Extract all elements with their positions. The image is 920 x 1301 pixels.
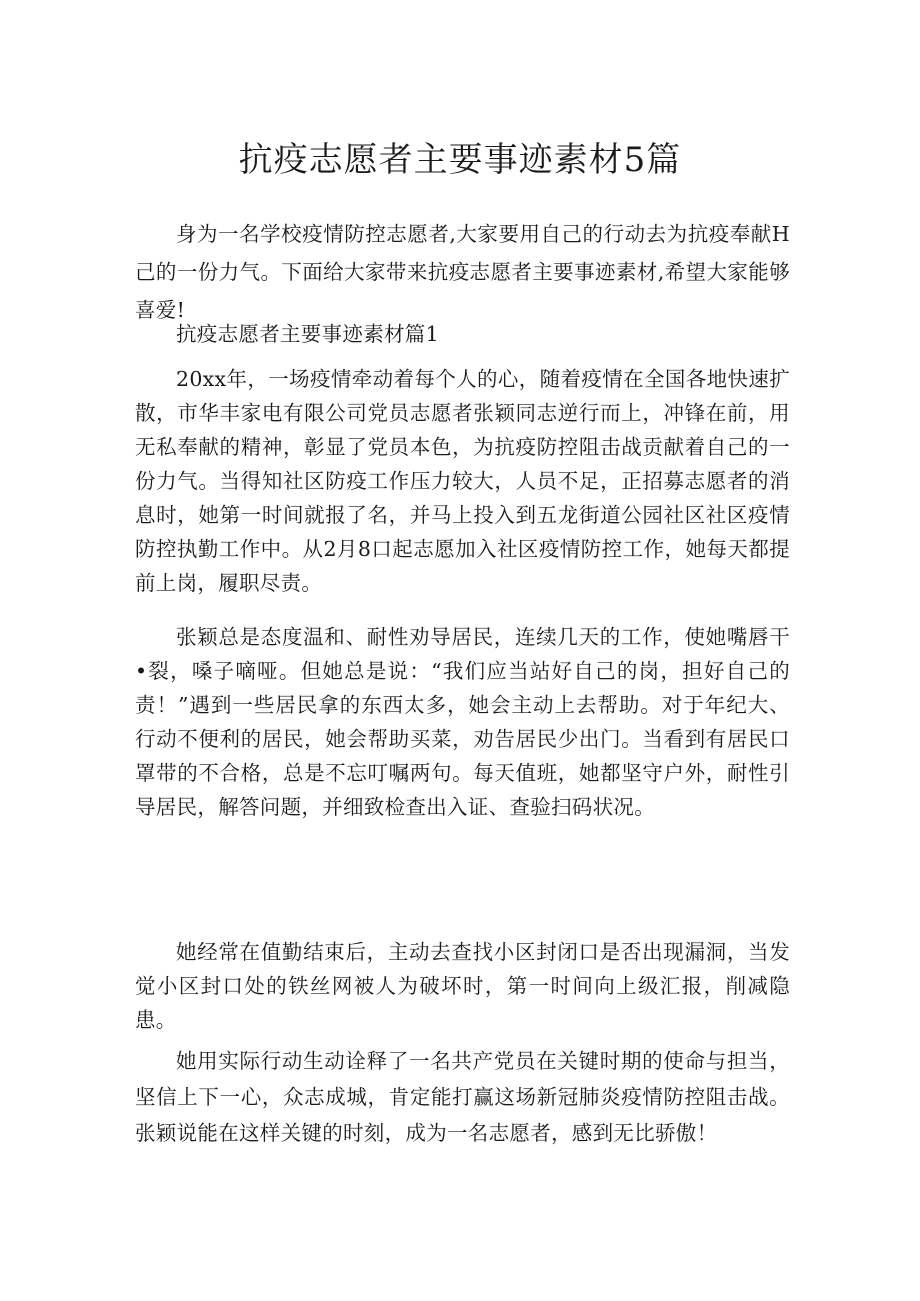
intro-paragraph: 身为一名学校疫情防控志愿者,大家要用自己的行动去为抗疫奉献H己的一份力气。下面给大家带来抗疫志愿者主要事迹素材,希望大家能够喜爱! xyxy=(135,222,790,322)
paragraph-1: 20xx年，一场疫情牵动着每个人的心，随着疫情在全国各地快速扩散，市华丰家电有限公司党员志愿者张颖同志逆行而上，冲锋在前，用无私奉献的精神，彰显了党员本色，为抗疫防控阻击战贡献着自己的一份力气。当得知社区防疫工作压力较大，人员不足，正招募志愿者的消息时，她第一时间就报了名，并马上投入到五龙街道公园社区社区疫情防控执勤工作中。从2月8口起志愿加入社区疫情防控工作，她每天都提前上岗，履职尽责。 xyxy=(135,367,790,595)
paragraph-4: 她用实际行动生动诠释了一名共产党员在关键时期的使命与担当，坚信上下一心，众志成城，肯定能打赢这场新冠肺炎疫情防控阻击战。张颖说能在这样关键的时刻，成为一名志愿者，感到无比骄傲！ xyxy=(135,1049,790,1145)
paragraph-2: 张颖总是态度温和、耐性劝导居民，连续几天的工作，使她嘴唇干•裂，嗓子嘀哑。但她总是说：“我们应当站好自己的岗，担好自己的责！”遇到一些居民拿的东西太多，她会主动上去帮助。对于年纪大、行动不便利的居民，她会帮助买菜，劝告居民少出门。当看到有居民口罩带的不合格，总是不忘叮嘱两句。每天值班，她都坚守户外，耐性引导居民，解答问题，并细致检查出入证、查验扫码状况。 xyxy=(135,625,790,819)
section-title: 抗疫志愿者主要事迹素材篇1 xyxy=(176,322,439,346)
paragraph-3: 她经常在值勤结束后，主动去查找小区封闭口是否出现漏洞，当发觉小区封口处的铁丝网被人为破坏时，第一时间向上级汇报，削减隐患。 xyxy=(135,940,790,1032)
document-title: 抗疫志愿者主要事迹素材5篇 xyxy=(238,140,682,180)
